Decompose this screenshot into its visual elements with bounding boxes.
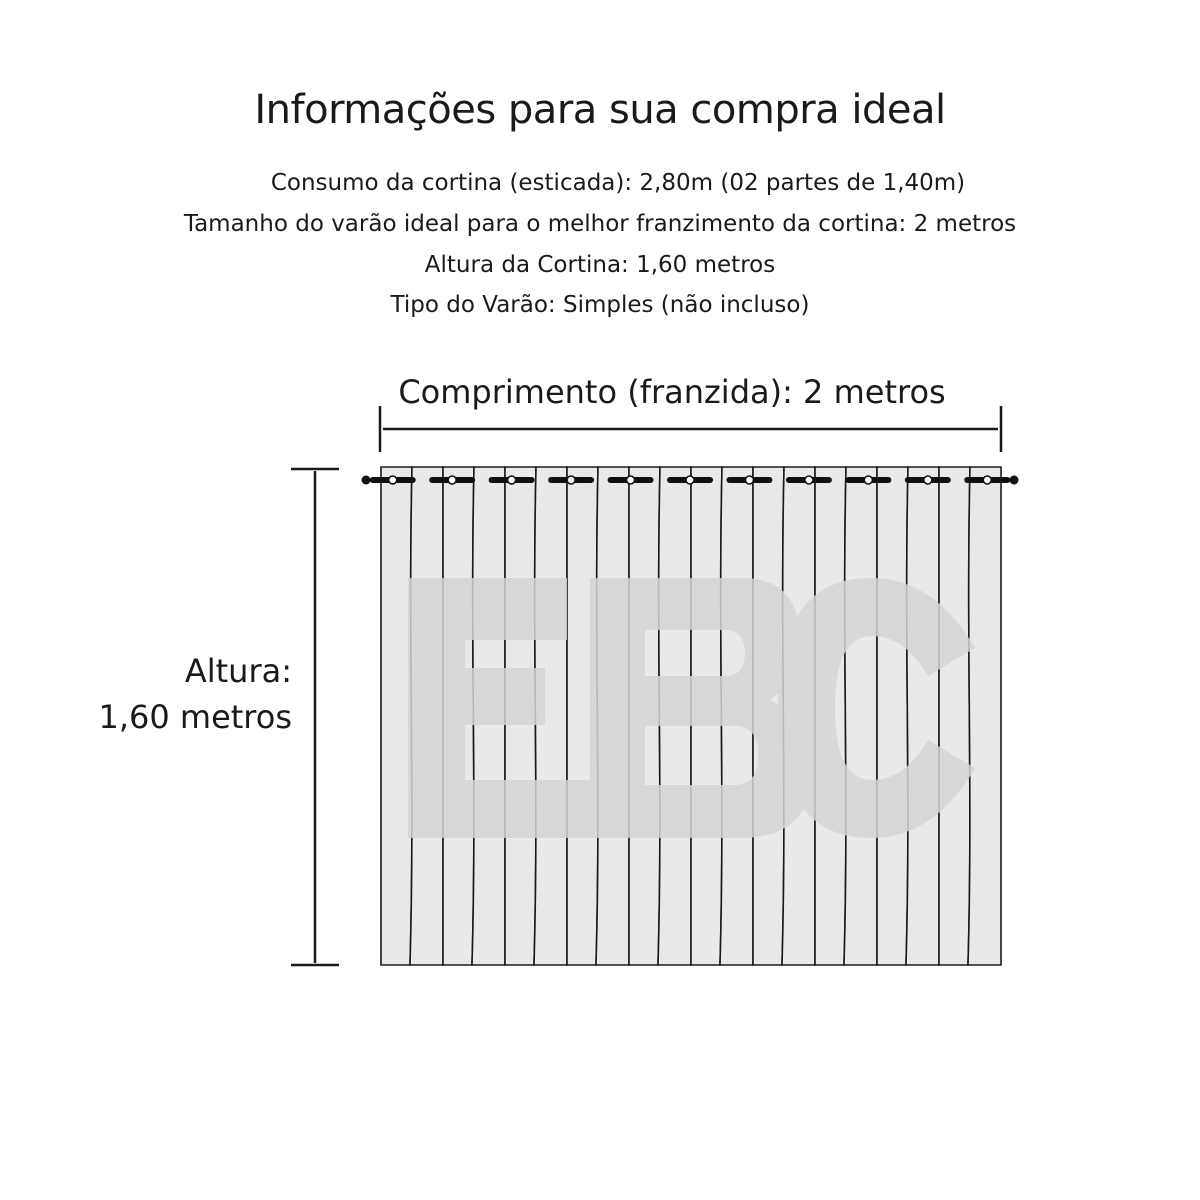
curtain-panel bbox=[877, 467, 908, 965]
width-dimension-line bbox=[380, 406, 1001, 452]
grommet bbox=[983, 476, 991, 484]
curtain-panel bbox=[381, 467, 412, 965]
info-rod-type: Tipo do Varão: Simples (não incluso) bbox=[390, 292, 810, 318]
rod-end-cap bbox=[1010, 476, 1019, 485]
curtain-panel bbox=[968, 467, 1001, 965]
info-ideal-rod-size: Tamanho do varão ideal para o melhor franzimento da cortina: 2 metros bbox=[183, 211, 1017, 237]
height-label-line1: Altura: bbox=[184, 652, 292, 690]
curtain-panel bbox=[939, 467, 970, 965]
width-dimension-label: Comprimento (franzida): 2 metros bbox=[398, 373, 946, 411]
page-title: Informações para sua compra ideal bbox=[254, 87, 946, 133]
grommet bbox=[627, 476, 635, 484]
height-dimension-line bbox=[291, 469, 339, 965]
info-curtain-height: Altura da Cortina: 1,60 metros bbox=[424, 252, 776, 278]
grommet bbox=[508, 476, 516, 484]
rod-end-cap bbox=[362, 476, 371, 485]
grommet bbox=[924, 476, 932, 484]
grommet bbox=[805, 476, 813, 484]
info-fabric-consumption: Consumo da cortina (esticada): 2,80m (02 partes de 1,40m) bbox=[270, 170, 966, 196]
curtain-panel bbox=[906, 467, 939, 965]
grommet bbox=[448, 476, 456, 484]
grommet bbox=[864, 476, 872, 484]
grommet bbox=[567, 476, 575, 484]
curtain-panel bbox=[844, 467, 877, 965]
grommet bbox=[389, 476, 397, 484]
grommet bbox=[745, 476, 753, 484]
grommet bbox=[686, 476, 694, 484]
height-label-line2: 1,60 metros bbox=[98, 698, 292, 736]
